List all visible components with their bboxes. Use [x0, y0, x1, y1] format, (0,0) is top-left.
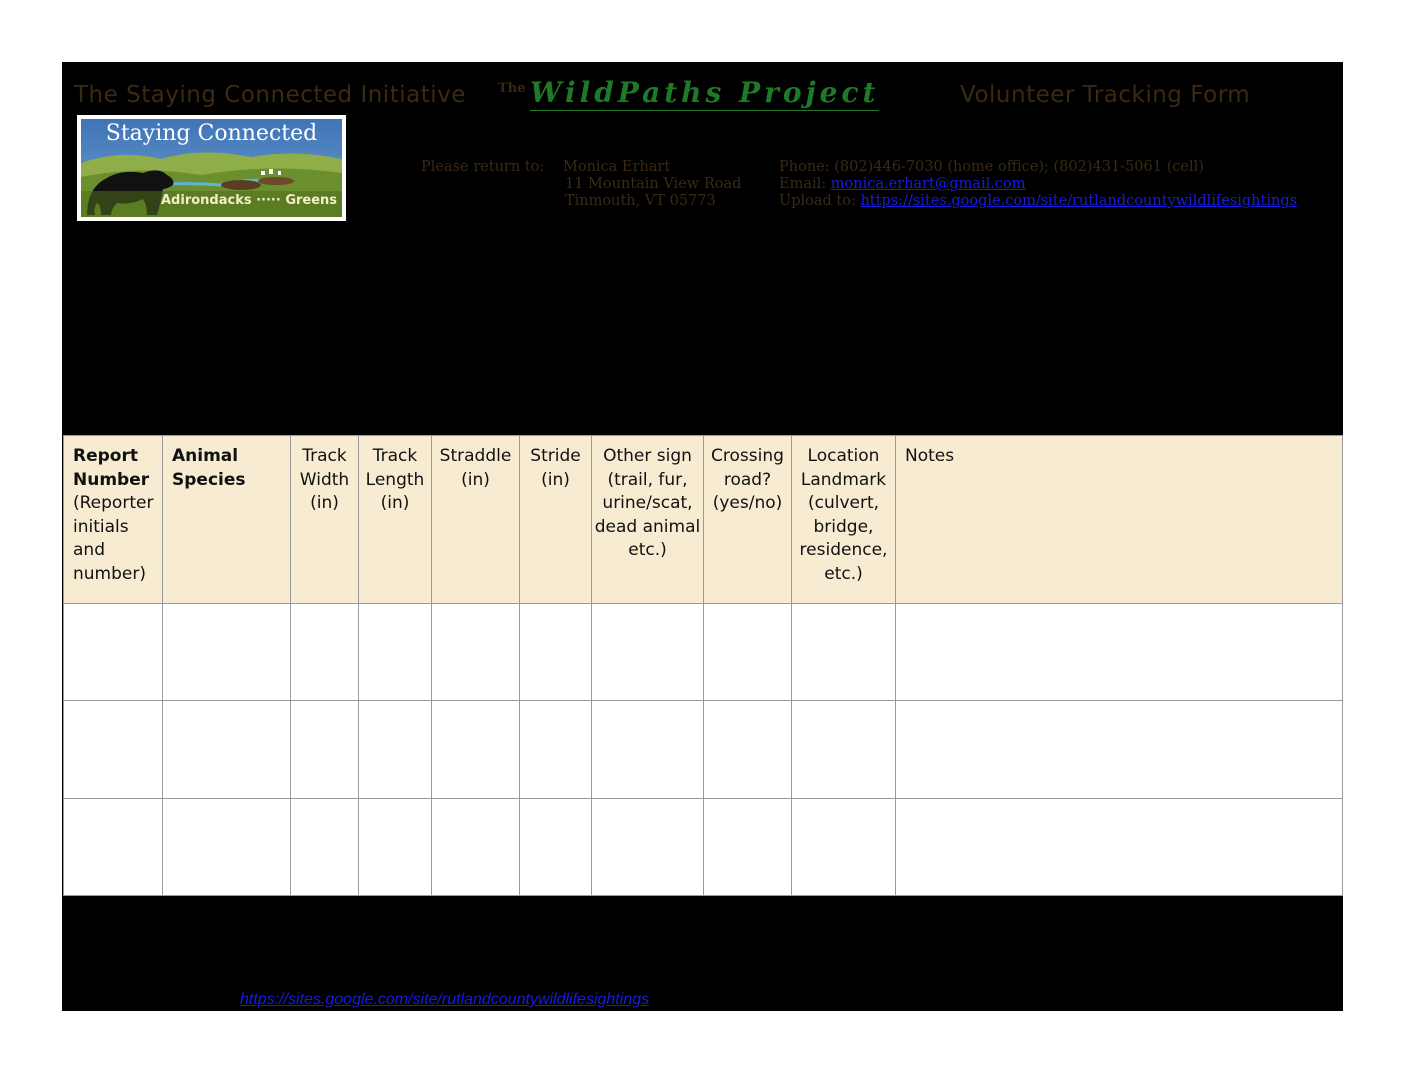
email-label: Email:	[779, 176, 827, 192]
table-cell[interactable]	[896, 798, 1343, 895]
form-sheet	[62, 62, 1343, 1011]
table-cell[interactable]	[64, 604, 163, 701]
table-cell[interactable]	[896, 604, 1343, 701]
email-line	[779, 176, 1026, 194]
col-straddle: Straddle (in)	[432, 436, 520, 604]
table-cell[interactable]	[704, 604, 792, 701]
project-name: WildPaths Project	[530, 76, 880, 109]
staying-connected-logo	[77, 115, 346, 221]
table-cell[interactable]	[291, 701, 359, 798]
col-report-number: Report Number (Reporter initials and number)	[64, 436, 163, 604]
col-crossing-road: Crossing road? (yes/no)	[704, 436, 792, 604]
table-cell[interactable]	[792, 701, 896, 798]
col-other-sign: Other sign (trail, fur, urine/scat, dead animal etc.)	[592, 436, 704, 604]
table-cell[interactable]	[359, 798, 432, 895]
return-city: Tinmouth, VT 05773	[565, 193, 716, 209]
table-cell[interactable]	[896, 701, 1343, 798]
phone-label: Phone:	[779, 159, 830, 175]
return-street: 11 Mountain View Road	[565, 176, 742, 192]
table-cell[interactable]	[359, 604, 432, 701]
phone-line	[779, 159, 1204, 177]
table-header-row	[64, 436, 1343, 604]
upload-line	[779, 193, 1297, 211]
col-animal-species: Animal Species	[163, 436, 291, 604]
return-name: Monica Erhart	[563, 159, 671, 175]
table-cell[interactable]	[704, 798, 792, 895]
table-cell[interactable]	[163, 701, 291, 798]
logo-subtitle: Adirondacks ····· Greens	[161, 193, 338, 208]
phone-value: (802)446-7030 (home office); (802)431-5061 (cell)	[834, 159, 1204, 175]
table-cell[interactable]	[520, 701, 592, 798]
col-track-width: Track Width (in)	[291, 436, 359, 604]
table-cell[interactable]	[359, 701, 432, 798]
table-cell[interactable]	[704, 701, 792, 798]
table-cell[interactable]	[592, 604, 704, 701]
table-cell[interactable]	[432, 604, 520, 701]
upload-label: Upload to:	[779, 193, 856, 209]
table-cell[interactable]	[291, 604, 359, 701]
initiative-title: The Staying Connected Initiative	[74, 82, 466, 108]
footer-upload-link[interactable]: https://sites.google.com/site/rutlandcountywildlifesightings	[240, 991, 650, 1008]
table-cell[interactable]	[520, 798, 592, 895]
upload-link[interactable]: https://sites.google.com/site/rutlandcountywildlifesightings	[860, 193, 1298, 209]
table-cell[interactable]	[592, 798, 704, 895]
table-cell[interactable]	[163, 604, 291, 701]
table-row	[64, 798, 1343, 895]
tracking-table	[63, 435, 1343, 896]
logo-title: Staying Connected	[105, 121, 318, 146]
table-cell[interactable]	[64, 701, 163, 798]
col-notes: Notes	[896, 436, 1343, 604]
table-cell[interactable]	[592, 701, 704, 798]
col-location-landmark: Location Landmark (culvert, bridge, residence, etc.)	[792, 436, 896, 604]
table-row	[64, 604, 1343, 701]
table-cell[interactable]	[792, 604, 896, 701]
table-cell[interactable]	[792, 798, 896, 895]
table-row	[64, 701, 1343, 798]
col-stride: Stride (in)	[520, 436, 592, 604]
col-track-length: Track Length (in)	[359, 436, 432, 604]
form-title: Volunteer Tracking Form	[960, 82, 1251, 108]
table-cell[interactable]	[291, 798, 359, 895]
table-cell[interactable]	[432, 701, 520, 798]
table-cell[interactable]	[163, 798, 291, 895]
email-link[interactable]: monica.erhart@gmail.com	[830, 176, 1026, 192]
project-the-label: The	[498, 81, 526, 96]
table-cell[interactable]	[520, 604, 592, 701]
return-label: Please return to:	[421, 159, 545, 175]
table-cell[interactable]	[432, 798, 520, 895]
table-cell[interactable]	[64, 798, 163, 895]
